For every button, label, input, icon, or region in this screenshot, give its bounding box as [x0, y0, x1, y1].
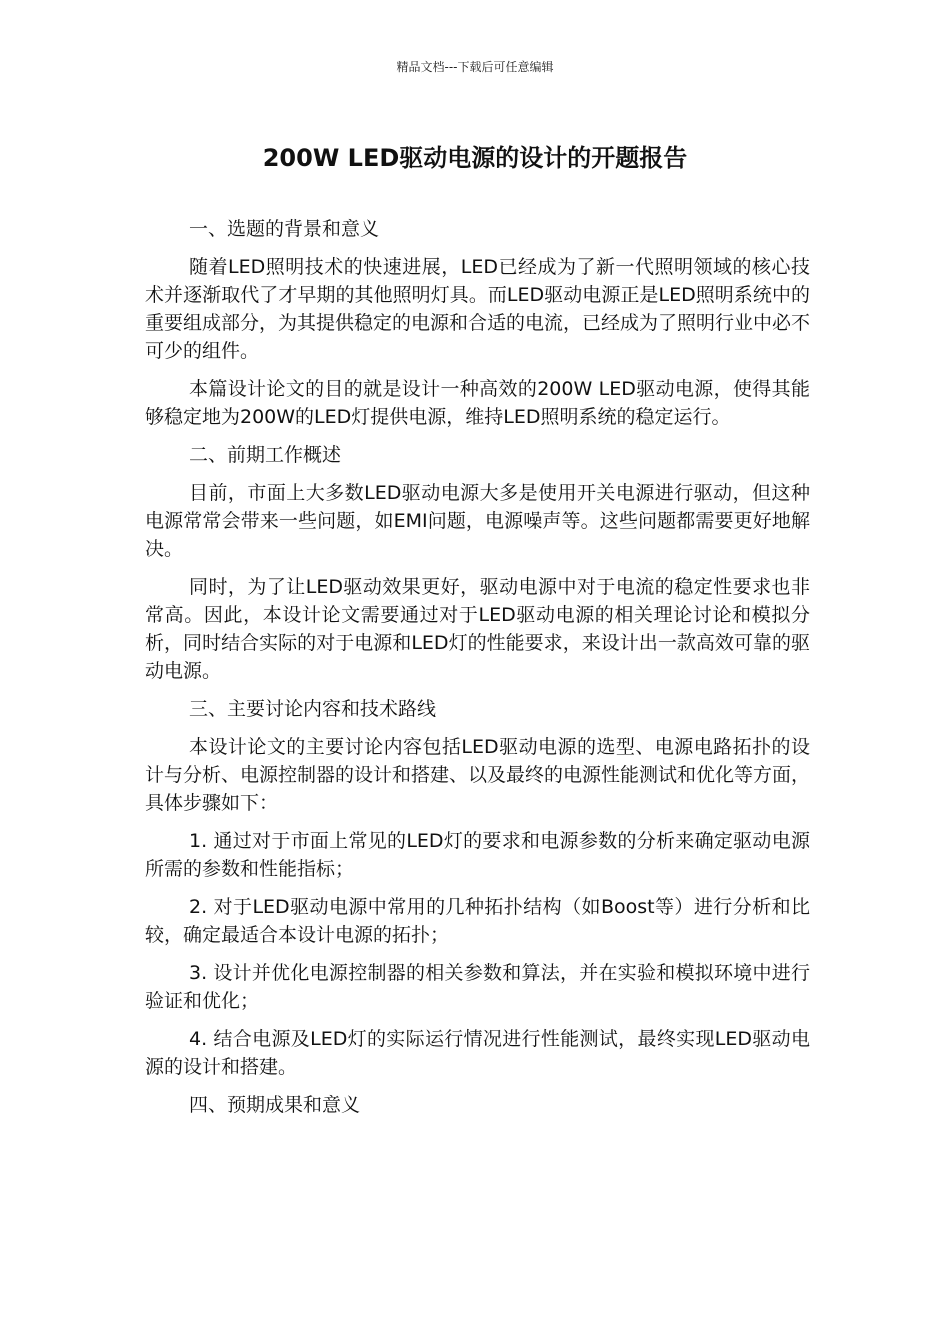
section-heading-content-route: 三、主要讨论内容和技术路线 — [189, 698, 437, 720]
paragraph-background-1: 随着LED照明技术的快速进展，LED已经成为了新一代照明领域的核心技术并逐渐取代了才早期的其他照明灯具。而LED驱动电源正是LED照明系统中的重要组成部分，为其提供稳定的电源和合适的电流，已经成为了照明行业中必不可少的组件。 — [145, 256, 811, 362]
paragraph-prior-work-1: 目前，市面上大多数LED驱动电源大多是使用开关电源进行驱动，但这种电源常常会带来一些问题，如EMI问题，电源噪声等。这些问题都需要更好地解决。 — [145, 482, 810, 560]
list-item-step-2: 2. 对于LED驱动电源中常用的几种拓扑结构（如Boost等）进行分析和比较，确定最适合本设计电源的拓扑； — [145, 896, 810, 946]
paragraph-prior-work-2: 同时，为了让LED驱动效果更好，驱动电源中对于电流的稳定性要求也非常高。因此，本设计论文需要通过对于LED驱动电源的相关理论讨论和模拟分析，同时结合实际的对于电源和LED灯的性能要求，来设计出一款高效可靠的驱动电源。 — [145, 576, 810, 682]
list-item-step-1: 1. 通过对于市面上常见的LED灯的要求和电源参数的分析来确定驱动电源所需的参数和性能指标； — [145, 830, 810, 880]
section-heading-background: 一、选题的背景和意义 — [189, 218, 380, 240]
section-heading-prior-work: 二、前期工作概述 — [189, 444, 342, 466]
list-item-step-4: 4. 结合电源及LED灯的实际运行情况进行性能测试，最终实现LED驱动电源的设计和搭建。 — [145, 1028, 810, 1078]
header-note: 精品文档---下载后可任意编辑 — [396, 60, 554, 74]
document-title: 200W LED驱动电源的设计的开题报告 — [262, 144, 688, 172]
section-heading-expected-results: 四、预期成果和意义 — [189, 1094, 361, 1116]
paragraph-background-2: 本篇设计论文的目的就是设计一种高效的200W LED驱动电源，使得其能够稳定地为200W的LED灯提供电源，维持LED照明系统的稳定运行。 — [145, 378, 810, 428]
document-body — [145, 215, 810, 1129]
list-item-step-3: 3. 设计并优化电源控制器的相关参数和算法，并在实验和模拟环境中进行验证和优化； — [145, 962, 810, 1012]
paragraph-content-route: 本设计论文的主要讨论内容包括LED驱动电源的选型、电源电路拓扑的设计与分析、电源控制器的设计和搭建、以及最终的电源性能测试和优化等方面，具体步骤如下： — [145, 736, 811, 814]
